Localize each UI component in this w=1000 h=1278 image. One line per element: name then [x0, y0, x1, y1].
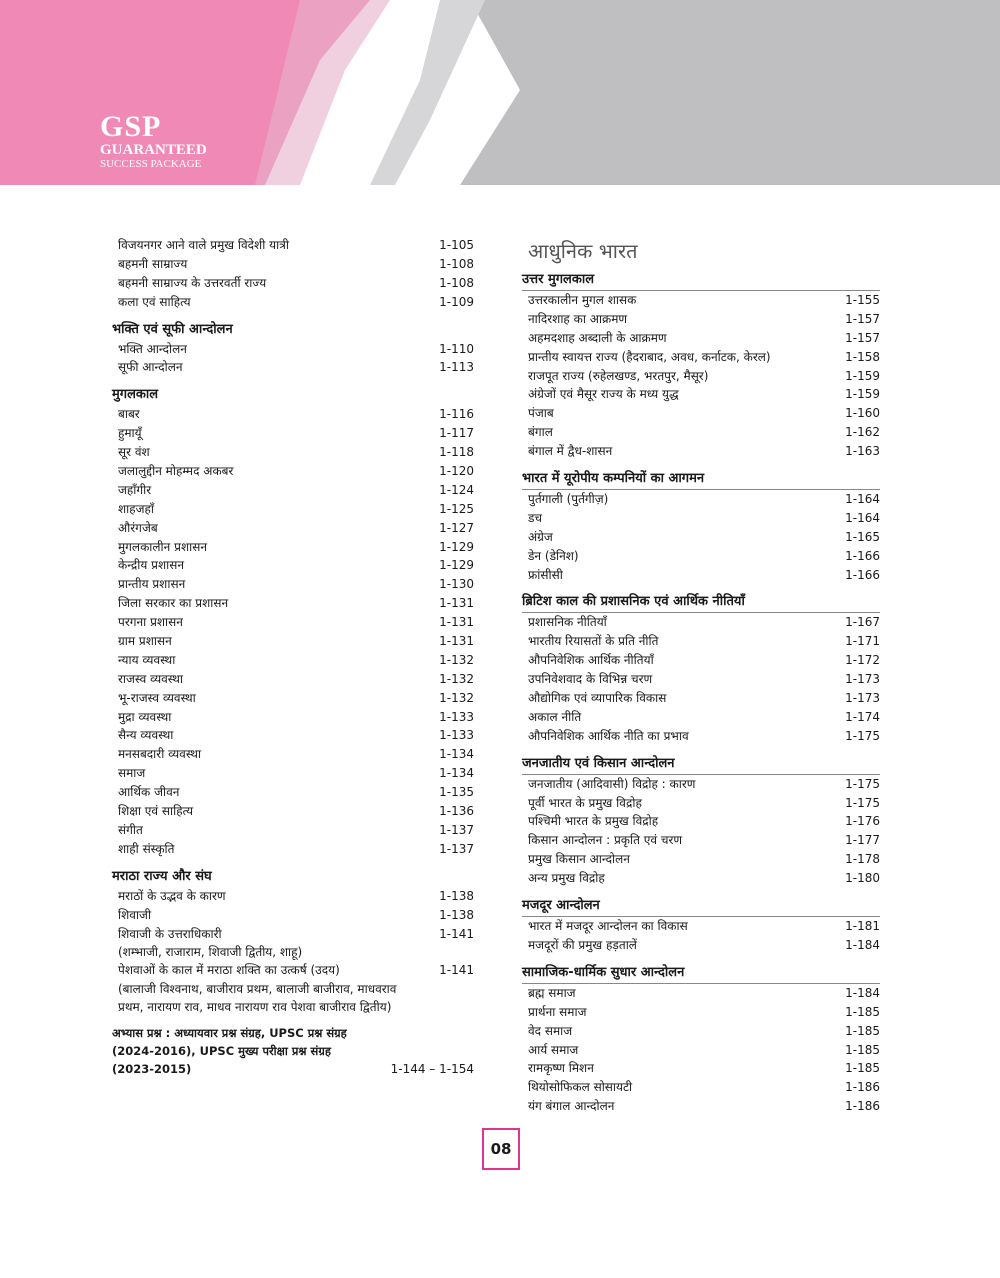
entry-page: 1-130	[439, 577, 474, 592]
entry-title: शिक्षा एवं साहित्य	[118, 804, 194, 819]
toc-entry[interactable]	[112, 802, 474, 821]
entry-title: जिला सरकार का प्रशासन	[118, 596, 229, 611]
entry-page: 1-138	[439, 907, 474, 922]
entry-title: पश्चिमी भारत के प्रमुख विद्रोह	[528, 814, 659, 829]
entry-title: ग्राम प्रशासन	[118, 634, 172, 649]
entry-title: प्रमुख किसान आन्दोलन	[528, 852, 630, 867]
entry-page: 1-135	[439, 785, 474, 800]
entry-page: 1-138	[439, 888, 474, 903]
entry-page: 1-165	[845, 529, 880, 544]
entry-title: ब्रह्म समाज	[528, 985, 576, 1000]
entry-title: प्रार्थना समाज	[528, 1004, 587, 1019]
entry-page: 1-159	[845, 368, 880, 383]
gsp-logo	[100, 112, 207, 170]
entry-page: 1-157	[845, 330, 880, 345]
entry-title: नादिरशाह का आक्रमण	[528, 311, 628, 326]
toc-entry[interactable]	[112, 708, 474, 727]
toc-entry[interactable]	[522, 812, 880, 831]
entry-title: शाही संस्कृति	[118, 841, 175, 856]
entry-title: आर्थिक जीवन	[118, 785, 180, 800]
entry-title: जनजातीय (आदिवासी) विद्रोह : कारण	[528, 776, 696, 791]
entry-title: हुमायूँ	[118, 426, 142, 441]
bhakti-list	[112, 340, 474, 378]
entry-page: 1-132	[439, 652, 474, 667]
entry-title: बाबर	[118, 407, 140, 422]
entry-title: थियोसोफिकल सोसायटी	[528, 1080, 633, 1095]
entry-page: 1-164	[845, 510, 880, 525]
practice-entry[interactable]	[112, 1024, 474, 1078]
entry-title: मुद्रा व्यवस्था	[118, 709, 172, 724]
right-sections	[522, 270, 880, 1116]
toc-entry[interactable]	[522, 385, 880, 404]
toc-entry[interactable]	[522, 367, 880, 386]
toc-entry[interactable]	[522, 490, 880, 509]
entry-page: 1-137	[439, 841, 474, 856]
entry-page: 1-173	[845, 691, 880, 706]
toc-entry[interactable]	[112, 462, 474, 481]
entry-title: मराठों के उद्भव के कारण	[118, 888, 226, 903]
section-list	[522, 490, 880, 584]
section-heading: ब्रिटिश काल की प्रशासनिक एवं आर्थिक नीतियाँ	[522, 592, 880, 613]
entry-page: 1-173	[845, 672, 880, 687]
toc-entry[interactable]	[522, 1097, 880, 1116]
entry-title: केन्द्रीय प्रशासन	[118, 558, 185, 573]
entry-title: डेन (डेनिश)	[528, 548, 579, 563]
entry-title: आर्य समाज	[528, 1042, 579, 1057]
entry-page: 1-171	[845, 634, 880, 649]
entry-page: 1-167	[845, 615, 880, 630]
entry-page: 1-177	[845, 833, 880, 848]
toc-entry[interactable]	[112, 651, 474, 670]
entry-title: बंगाल	[528, 425, 553, 440]
section-list	[522, 917, 880, 955]
toc-entry[interactable]	[522, 1059, 880, 1078]
entry-title: अंग्रेजों एवं मैसूर राज्य के मध्य युद्ध	[528, 387, 679, 402]
toc-entry[interactable]	[112, 481, 474, 500]
toc-entry[interactable]	[112, 887, 474, 906]
entry-title: औरंगजेब	[118, 520, 158, 535]
entry-page: 1-184	[845, 937, 880, 952]
page-number: 08	[482, 1128, 520, 1170]
entry-title: रामकृष्ण मिशन	[528, 1061, 594, 1076]
entry-page: 1-162	[845, 425, 880, 440]
section-heading: मुगलकाल	[112, 387, 159, 403]
toc-entry[interactable]	[112, 726, 474, 745]
entry-title: कला एवं साहित्य	[118, 294, 191, 309]
entry-page: 1-155	[845, 293, 880, 307]
entry-page: 1-163	[845, 444, 880, 459]
entry-title: शिवाजी के उत्तराधिकारी	[118, 926, 222, 941]
entry-title: अंग्रेज	[528, 529, 553, 544]
toc-entry[interactable]	[522, 1003, 880, 1022]
toc-entry[interactable]	[112, 556, 474, 575]
entry-page: 1-141	[439, 926, 474, 941]
entry-page: 1-185	[845, 1061, 880, 1076]
entry-title: शाहजहाँ	[118, 501, 155, 516]
entry-title: संगीत	[118, 822, 143, 837]
entry-page: 1-116	[439, 407, 474, 422]
entry-title: औद्योगिक एवं व्यापारिक विकास	[528, 691, 667, 706]
logo-sub2: SUCCESS PACKAGE	[100, 158, 202, 170]
toc-entry[interactable]	[522, 670, 880, 689]
entry-title: राजपूत राज्य (रुहेलखण्ड, भरतपुर, मैसूर)	[528, 368, 709, 383]
entry-page: 1-181	[845, 919, 880, 934]
toc-entry[interactable]	[522, 442, 880, 461]
toc-entry[interactable]	[522, 775, 880, 794]
section-list	[522, 775, 880, 888]
entry-page: 1-176	[845, 814, 880, 829]
entry-page: 1-158	[845, 349, 880, 364]
entry-page: 1-131	[439, 634, 474, 649]
entry-title: मुगलकालीन प्रशासन	[118, 539, 207, 554]
toc-entry[interactable]	[112, 925, 474, 944]
logo-main: GSP	[100, 110, 162, 143]
entry-page: 1-132	[439, 690, 474, 705]
toc-entry[interactable]	[522, 850, 880, 869]
entry-page: 1-110	[439, 341, 474, 356]
entry-page: 1-136	[439, 804, 474, 819]
toc-entry[interactable]	[522, 794, 880, 813]
toc-entry[interactable]	[522, 1022, 880, 1041]
toc-entry[interactable]	[522, 348, 880, 367]
entry-page: 1-113	[439, 360, 474, 375]
entry-title: किसान आन्दोलन : प्रकृति एवं चरण	[528, 833, 683, 848]
entry-page: 1-134	[439, 747, 474, 762]
entry-title: अकाल नीति	[528, 709, 582, 724]
toc-entry[interactable]	[522, 1078, 880, 1097]
entry-page: 1-125	[439, 501, 474, 516]
entry-page: 1-175	[845, 776, 880, 791]
entry-title: विजयनगर आने वाले प्रमुख विदेशी यात्री	[118, 238, 289, 252]
entry-title: सैन्य व्यवस्था	[118, 728, 174, 743]
toc-entry[interactable]	[522, 727, 880, 746]
entry-title: समाज	[118, 766, 146, 781]
entry-page: 1-117	[439, 426, 474, 441]
mughal-list	[112, 405, 474, 858]
toc-entry[interactable]	[112, 424, 474, 443]
entry-page: 1-175	[845, 728, 880, 743]
toc-entry[interactable]	[112, 594, 474, 613]
toc-entry[interactable]	[522, 984, 880, 1003]
entry-title: बहमनी साम्राज्य	[118, 256, 188, 271]
entry-title: बहमनी साम्राज्य के उत्तरवर्ती राज्य	[118, 275, 267, 290]
toc-entry[interactable]	[522, 831, 880, 850]
toc-entry[interactable]	[112, 840, 474, 859]
entry-title: औपनिवेशिक आर्थिक नीतियाँ	[528, 653, 654, 668]
toc-entry[interactable]	[522, 528, 880, 547]
entry-page: 1-175	[845, 795, 880, 810]
section-list	[522, 291, 880, 461]
toc-entry[interactable]	[112, 689, 474, 708]
entry-title: अहमदशाह अब्दाली के आक्रमण	[528, 330, 667, 345]
toc-entry[interactable]	[112, 274, 474, 293]
toc-entry[interactable]	[522, 329, 880, 348]
entry-page: 1-185	[845, 1023, 880, 1038]
entry-title: यंग बंगाल आन्दोलन	[528, 1099, 615, 1114]
toc-entry[interactable]	[112, 783, 474, 802]
toc-entry[interactable]	[522, 404, 880, 423]
toc-entry[interactable]	[522, 1041, 880, 1060]
entry-title: प्रान्तीय प्रशासन	[118, 577, 186, 592]
toc-entry[interactable]	[112, 961, 474, 980]
toc-entry[interactable]	[522, 613, 880, 632]
section-heading: मजदूर आन्दोलन	[522, 896, 880, 917]
entry-page: 1-185	[845, 1042, 880, 1057]
toc-entry[interactable]	[522, 917, 880, 936]
entry-title: भारत में मजदूर आन्दोलन का विकास	[528, 919, 688, 934]
entry-page: 1-109	[439, 294, 474, 309]
entry-page: 1-172	[845, 653, 880, 668]
entry-title: उत्तरकालीन मुगल शासक	[528, 293, 637, 307]
toc-entry[interactable]	[112, 670, 474, 689]
entry-title: वेद समाज	[528, 1023, 573, 1038]
toc-entry[interactable]	[112, 906, 474, 925]
section-heading: सामाजिक-धार्मिक सुधार आन्दोलन	[522, 963, 880, 984]
entry-page: 1-108	[439, 275, 474, 290]
entry-page: 1-120	[439, 464, 474, 479]
entry-title: पेशवाओं के काल में मराठा शक्ति का उत्कर्ष (उदय)	[118, 963, 340, 978]
entry-title: मजदूरों की प्रमुख हड़तालें	[528, 937, 637, 952]
peshwa-detail: (बालाजी विश्वनाथ, बाजीराव प्रथम, बालाजी बाजीराव, माधवराव प्रथम, नारायण राव, माधव नारायण राव पेशवा बाजीराव द्वितीय)	[118, 982, 397, 1015]
toc-entry[interactable]	[112, 538, 474, 557]
entry-title: न्याय व्यवस्था	[118, 652, 176, 667]
toc-entry[interactable]	[112, 575, 474, 594]
entry-title: शिवाजी	[118, 907, 152, 922]
left-column	[112, 236, 474, 1078]
entry-title: मनसबदारी व्यवस्था	[118, 747, 202, 762]
entry-title: भक्ति आन्दोलन	[118, 341, 187, 356]
toc-entry[interactable]	[522, 310, 880, 329]
toc-entry[interactable]	[522, 708, 880, 727]
entry-title: डच	[528, 510, 543, 525]
toc-entry[interactable]	[522, 423, 880, 442]
entry-page: 1-164	[845, 492, 880, 507]
entry-page: 1-131	[439, 615, 474, 630]
right-column	[522, 236, 880, 1116]
toc-entry[interactable]	[112, 519, 474, 538]
section-heading: उत्तर मुगलकाल	[522, 270, 880, 291]
toc-entry[interactable]	[522, 547, 880, 566]
entry-title: औपनिवेशिक आर्थिक नीति का प्रभाव	[528, 728, 689, 743]
toc-entry[interactable]	[522, 632, 880, 651]
entry-title: फ्रांसीसी	[528, 567, 563, 582]
entry-page: 1-137	[439, 822, 474, 837]
toc-entry[interactable]	[112, 340, 474, 359]
maratha-list	[112, 887, 474, 944]
entry-page: 1-160	[845, 406, 880, 421]
toc-entry[interactable]	[112, 821, 474, 840]
entry-page: 1-132	[439, 671, 474, 686]
entry-title: उपनिवेशवाद के विभिन्न चरण	[528, 672, 653, 687]
entry-title: पंजाब	[528, 406, 554, 421]
entry-page: 1-133	[439, 709, 474, 724]
entry-title: राजस्व व्यवस्था	[118, 671, 184, 686]
entry-page: 1-174	[845, 709, 880, 724]
successors-detail: (शम्भाजी, राजाराम, शिवाजी द्वितीय, शाहू)	[118, 945, 303, 960]
toc-entry[interactable]	[522, 566, 880, 585]
entry-page: 1-124	[439, 482, 474, 497]
entry-page: 1-157	[845, 311, 880, 326]
section-heading: भक्ति एवं सूफी आन्दोलन	[112, 321, 233, 337]
entry-page: 1-166	[845, 548, 880, 563]
practice-page: 1-144 – 1-154	[390, 1062, 474, 1077]
entry-page: 1-134	[439, 766, 474, 781]
toc-entry[interactable]	[112, 443, 474, 462]
toc-entry[interactable]	[112, 236, 474, 255]
entry-page: 1-184	[845, 985, 880, 1000]
entry-title: सूफी आन्दोलन	[118, 360, 183, 375]
logo-sub1: GUARANTEED	[100, 142, 207, 158]
toc-entry[interactable]	[522, 651, 880, 670]
toc-entry[interactable]	[112, 613, 474, 632]
entry-page: 1-105	[439, 238, 474, 252]
section-list	[522, 984, 880, 1116]
entry-page: 1-166	[845, 567, 880, 582]
entry-title: प्रशासनिक नीतियाँ	[528, 615, 607, 630]
section-list	[522, 613, 880, 745]
entry-page: 1-133	[439, 728, 474, 743]
entry-title: अन्य प्रमुख विद्रोह	[528, 871, 605, 886]
entry-page: 1-159	[845, 387, 880, 402]
section-heading: जनजातीय एवं किसान आन्दोलन	[522, 754, 880, 775]
toc-entry[interactable]	[522, 509, 880, 528]
entry-page: 1-129	[439, 539, 474, 554]
toc-entry[interactable]	[112, 405, 474, 424]
entry-title: प्रान्तीय स्वायत्त राज्य (हैदराबाद, अवध, कर्नाटक, केरल)	[528, 349, 771, 364]
toc-entry[interactable]	[522, 936, 880, 955]
entry-page: 1-131	[439, 596, 474, 611]
entry-title: भू-राजस्व व्यवस्था	[118, 690, 196, 705]
section-heading: भारत में यूरोपीय कम्पनियों का आगमन	[522, 469, 880, 490]
toc-entry[interactable]	[522, 689, 880, 708]
entry-page: 1-141	[439, 963, 474, 978]
entry-title: भारतीय रियासतों के प्रति नीति	[528, 634, 659, 649]
entry-title: पुर्तगाली (पुर्तगीज़)	[528, 492, 609, 507]
toc-entry[interactable]	[112, 358, 474, 377]
entry-page: 1-108	[439, 256, 474, 271]
toc-entry[interactable]	[112, 764, 474, 783]
entry-page: 1-186	[845, 1099, 880, 1114]
toc-entry[interactable]	[112, 632, 474, 651]
toc-entry[interactable]	[522, 869, 880, 888]
toc-entry[interactable]	[112, 745, 474, 764]
entry-page: 1-178	[845, 852, 880, 867]
entry-page: 1-180	[845, 871, 880, 886]
left-top-list	[112, 236, 474, 312]
entry-page: 1-127	[439, 520, 474, 535]
entry-page: 1-129	[439, 558, 474, 573]
entry-title: परगना प्रशासन	[118, 615, 183, 630]
toc-entry[interactable]	[522, 291, 880, 310]
toc-entry[interactable]	[112, 500, 474, 519]
entry-page: 1-118	[439, 445, 474, 460]
header-banner	[0, 0, 1000, 185]
entry-title: बंगाल में द्वैध-शासन	[528, 444, 613, 459]
modern-india-heading: आधुनिक भारत	[528, 239, 638, 263]
entry-title: पूर्वी भारत के प्रमुख विद्रोह	[528, 795, 642, 810]
entry-page: 1-185	[845, 1004, 880, 1019]
entry-title: जहाँगीर	[118, 482, 152, 497]
entry-title: सूर वंश	[118, 445, 150, 460]
practice-text: अभ्यास प्रश्न : अध्यायवार प्रश्न संग्रह, UPSC प्रश्न संग्रह (2024-2016), UPSC मुख्य परीक्षा प्रश्न संग्रह (2023-2015)	[112, 1026, 347, 1077]
section-heading: मराठा राज्य और संघ	[112, 868, 212, 884]
entry-page: 1-186	[845, 1080, 880, 1095]
entry-title: जलालुद्दीन मोहम्मद अकबर	[118, 464, 234, 479]
toc-entry[interactable]	[112, 293, 474, 312]
toc-entry[interactable]	[112, 255, 474, 274]
